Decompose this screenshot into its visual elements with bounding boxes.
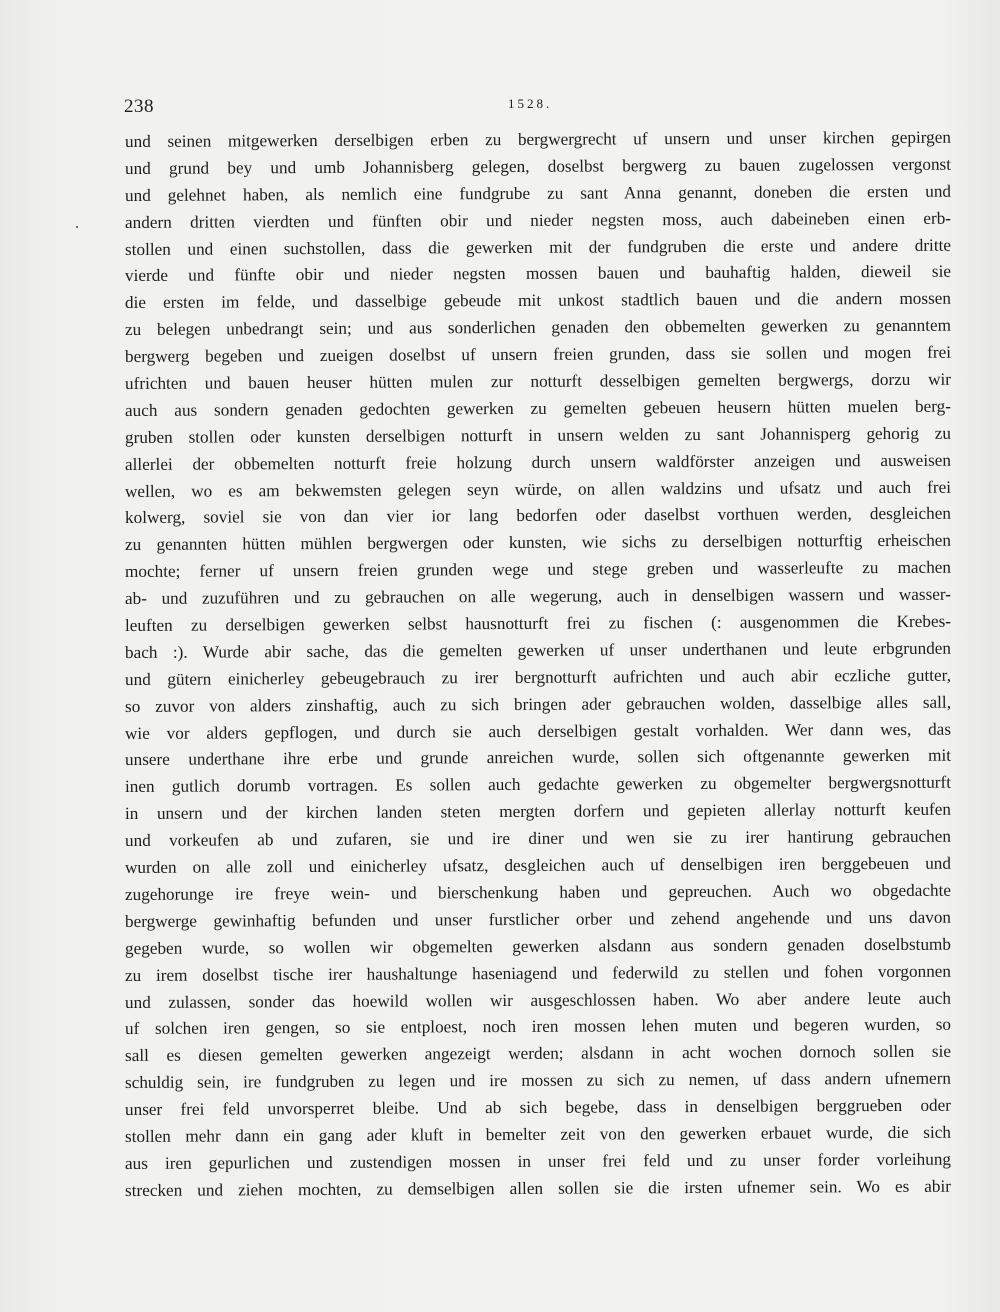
text-line: und grund bey und umb Johannisberg gelegen, doselbst bergwerg zu bauen zugelossen vergonst xyxy=(124,154,952,178)
text-line: und gütern einicherley gebeugebrauch zu irer bergnotturft aufrichten und auch abir eczliche gutter, xyxy=(124,665,952,689)
running-head-year: 1528. xyxy=(508,96,553,111)
text-line: aus iren gepurlichen und zustendigen mossen in unser frei feld und zu unser forder vorleihung xyxy=(124,1149,952,1173)
text-line: ufrichten und bauen heuser hütten mulen zur notturft desselbigen gemelten bergwergs, dorzu wir xyxy=(124,369,952,394)
text-line: bach :). Wurde abir sache, das die gemelten gewerken uf unser underthanen und leute erbgrunden xyxy=(124,638,952,662)
text-line: stollen und einen suchstollen, dass die gewerken mit der fundgruben die erste und andere dritte xyxy=(124,235,952,259)
text-line: unsere underthane ihre erbe und grunde anreichen wurde, sollen sich oftgenannte gewerken mit xyxy=(124,746,952,770)
text-line: andern dritten vierdten und fünften obir und nieder negsten moss, auch dabeineben einen erb- xyxy=(124,208,952,232)
scan-speck xyxy=(76,226,78,228)
text-line: so zuvor von alders zinshaftig, auch zu sich bringen ader gebrauchen wolden, dasselbige alles sall, xyxy=(124,692,952,716)
text-line: die ersten im felde, und dasselbige gebeude mit unkost stadtlich bauen und die andern mossen xyxy=(124,289,952,313)
text-line: stollen mehr dann ein gang ader kluft in bemelter zeit von den gewerken erbauet wurde, die sich xyxy=(124,1122,952,1146)
text-line: unser frei feld unvorsperret bleibe. Und ab sich begebe, dass in denselbigen berggrueben oder xyxy=(124,1095,952,1120)
text-line: allerlei der obbemelten notturft freie holzung durch unsern waldförster anzeigen und ausweisen xyxy=(124,450,952,474)
text-line: zu genannten hütten mühlen bergwergen oder kunsten, wie sichs zu derselbigen notturftig erheischen xyxy=(124,531,952,555)
text-line: in unsern und der kirchen landen steten mergten dorfern und gepieten allerlay notturft keufen xyxy=(124,799,952,824)
text-line: schuldig sein, ire fundgruben zu legen und ire mossen zu sich zu nemen, uf dass andern ufnemern xyxy=(124,1068,952,1093)
body-text xyxy=(125,129,951,1205)
text-line: auch aus sondern genaden gedochten gewerken zu gemelten gebeuen heusern hütten muelen berg- xyxy=(124,396,952,420)
text-line: zugehorunge ire freye wein- und bierschenkung haben und gepreuchen. Auch wo obgedachte xyxy=(124,880,952,904)
text-line: bergwerg begeben und zueigen doselbst uf unsern freien grunden, dass sie sollen und mogen frei xyxy=(124,342,952,367)
text-line: gegeben wurde, so wollen wir obgemelten gewerken alsdann aus sondern genaden doselbstumb xyxy=(124,934,952,958)
text-line: wurden on alle zoll und einicherley ufsatz, desgleichen auch uf denselbigen iren berggebeuen und xyxy=(124,853,952,878)
text-line: ab- und zuzuführen und zu gebrauchen on alle wegerung, auch in denselbigen wassern und wasser- xyxy=(124,584,952,609)
text-line: inen gutlich dorumb vortragen. Es sollen auch gedachte gewerken zu obgemelter bergwergsnotturft xyxy=(124,773,952,797)
text-line: vierde und fünfte obir und nieder negsten mossen bauen und bauhaftig halden, dieweil sie xyxy=(124,262,952,286)
text-line: und zulassen, sonder das hoewild wollen wir ausgeschlossen haben. Wo aber andere leute auch xyxy=(124,988,952,1012)
text-line: leuften zu derselbigen gewerken selbst hausnotturft frei zu fischen (: ausgenommen die Krebes- xyxy=(124,611,952,636)
text-line: wellen, wo es am bekwemsten gelegen seyn würde, on allen waldzins und ufsatz und auch frei xyxy=(124,477,952,501)
text-line: bergwerge gewinhaftig befunden und unser furstlicher orber und zehend angehende und uns davon xyxy=(124,907,952,931)
text-line: und vorkeufen ab und zufaren, sie und ire diner und wen sie zu irer hantirung gebrauchen xyxy=(124,826,952,851)
text-line: strecken und ziehen mochten, zu demselbigen allen sollen sie die irsten ufnemer sein. Wo es abir xyxy=(124,1176,952,1200)
text-line: kolwerg, soviel sie von dan vier ior lang bedorfen oder daselbst vorthuen werden, desgleichen xyxy=(124,504,952,528)
text-line: zu belegen unbedrangt sein; und aus sonderlichen genaden den obbemelten gewerken zu genanntem xyxy=(124,315,952,340)
text-line: uf solchen iren gengen, so sie entploest, noch iren mossen lehen muten und begeren wurden, so xyxy=(124,1015,952,1039)
text-line: und gelehnet haben, als nemlich eine fundgrube zu sant Anna genannt, doneben die ersten und xyxy=(124,181,952,205)
text-line: und seinen mitgewerken derselbigen erben zu bergwergrecht uf unsern und unser kirchen gepirgen xyxy=(124,127,952,151)
text-line: sall es diesen gemelten gewerken angezeigt werden; alsdann in acht wochen dornoch sollen sie xyxy=(124,1041,952,1066)
page-number: 238 xyxy=(124,96,154,117)
page-header xyxy=(118,96,952,126)
text-line: mochte; ferner uf unsern freien grunden wege und stege greben und wasserleufte zu machen xyxy=(124,557,952,582)
text-line: zu irem doselbst tische irer haushaltunge haseniagend und federwild zu stellen und fohen vorgonnen xyxy=(124,961,952,985)
text-line: gruben stollen oder kunsten derselbigen notturft in unsern welden zu sant Johannisperg gehorig zu xyxy=(124,423,952,447)
text-line: wie vor alders gepflogen, und durch sie auch derselbigen gestalt vorhalden. Wer dann wes, das xyxy=(124,719,952,743)
